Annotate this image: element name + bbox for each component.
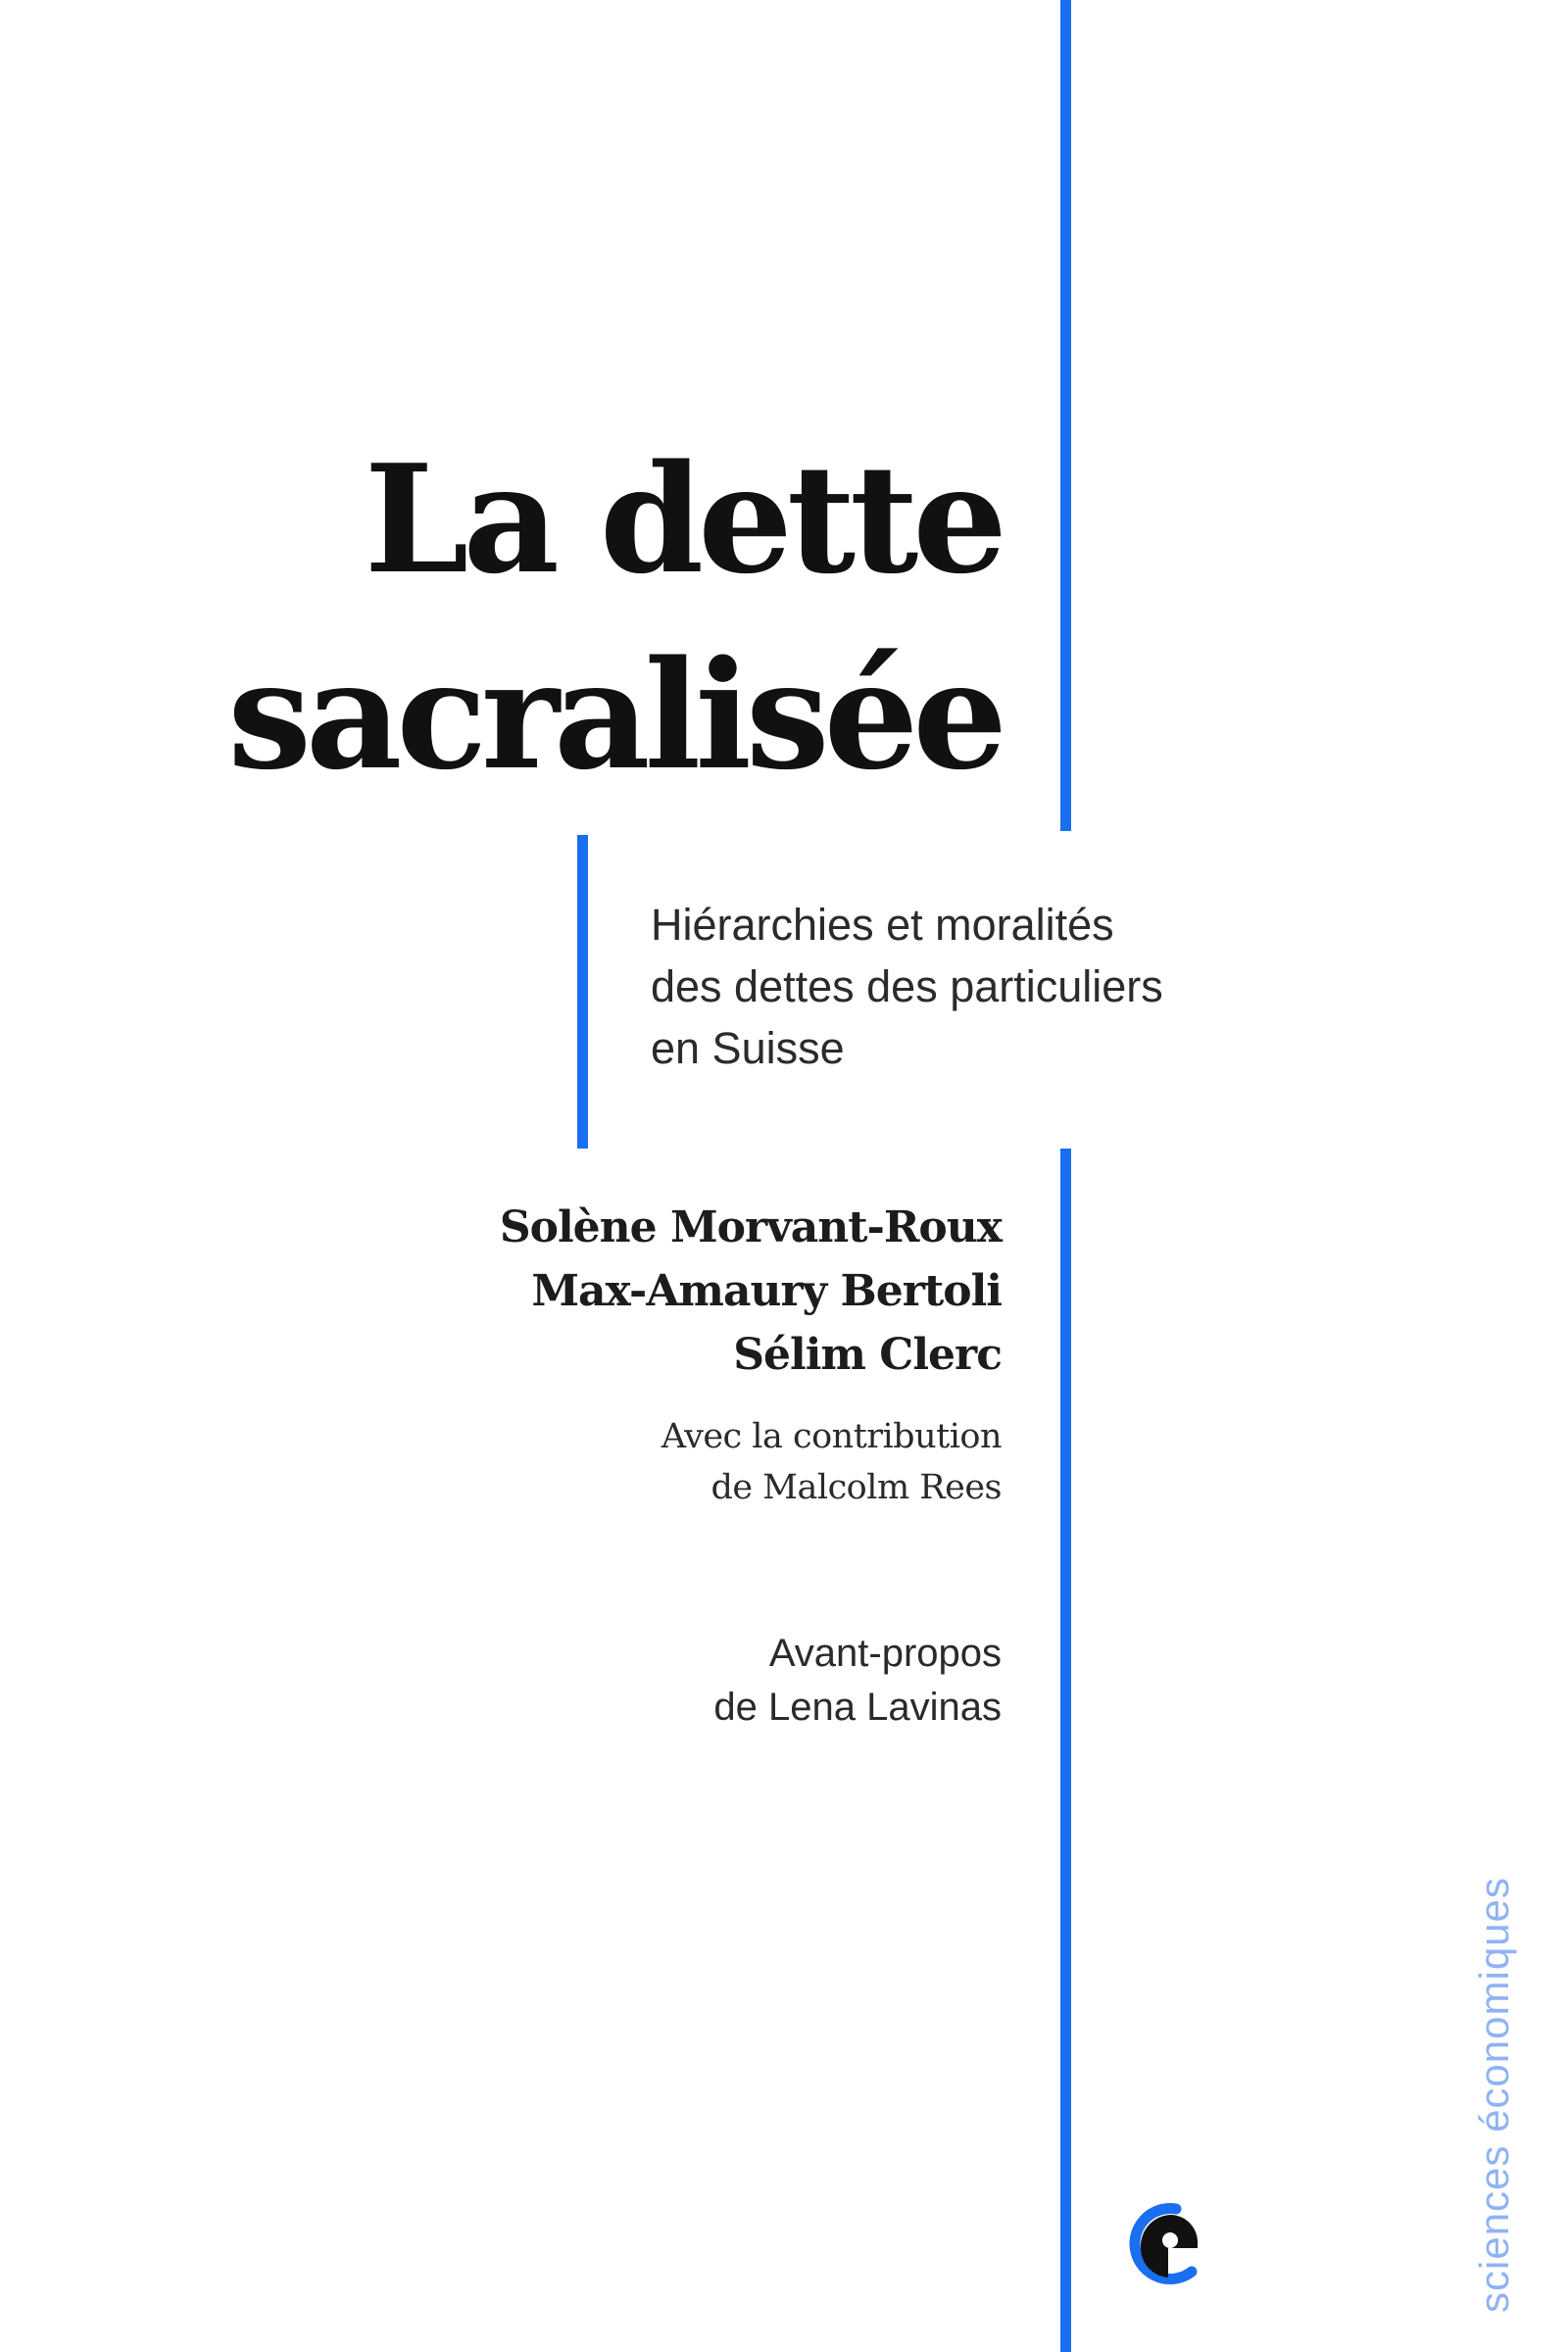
- foreword-line-1: Avant-propos: [768, 1632, 1002, 1675]
- foreword-line-2: de Lena Lavinas: [713, 1686, 1002, 1729]
- publisher-e-logo-icon: [1119, 2195, 1217, 2293]
- author-name: Max-Amaury Bertoli: [531, 1266, 1002, 1316]
- book-title: [227, 421, 1002, 813]
- blue-rule-middle: [577, 835, 588, 1149]
- foreword-credit: [713, 1627, 1002, 1735]
- subtitle-line-3: en Suisse: [651, 1023, 845, 1073]
- contribution-credit: [662, 1411, 1002, 1513]
- author-list: [500, 1196, 1002, 1387]
- contribution-line-2: de Malcolm Rees: [710, 1468, 1002, 1507]
- title-line-2: sacralisée: [227, 627, 1002, 803]
- contribution-line-1: Avec la contribution: [661, 1417, 1002, 1456]
- book-subtitle: [651, 894, 1163, 1079]
- blue-rule-bottom: [1060, 1149, 1071, 2352]
- title-line-1: La dette: [364, 431, 1002, 607]
- subtitle-line-2: des dettes des particuliers: [651, 961, 1163, 1011]
- series-label: sciences économiques: [1471, 1877, 1517, 2313]
- blue-rule-top: [1060, 0, 1071, 831]
- author-name: Solène Morvant-Roux: [499, 1202, 1002, 1252]
- author-name: Sélim Clerc: [733, 1330, 1002, 1380]
- subtitle-line-1: Hiérarchies et moralités: [651, 900, 1114, 950]
